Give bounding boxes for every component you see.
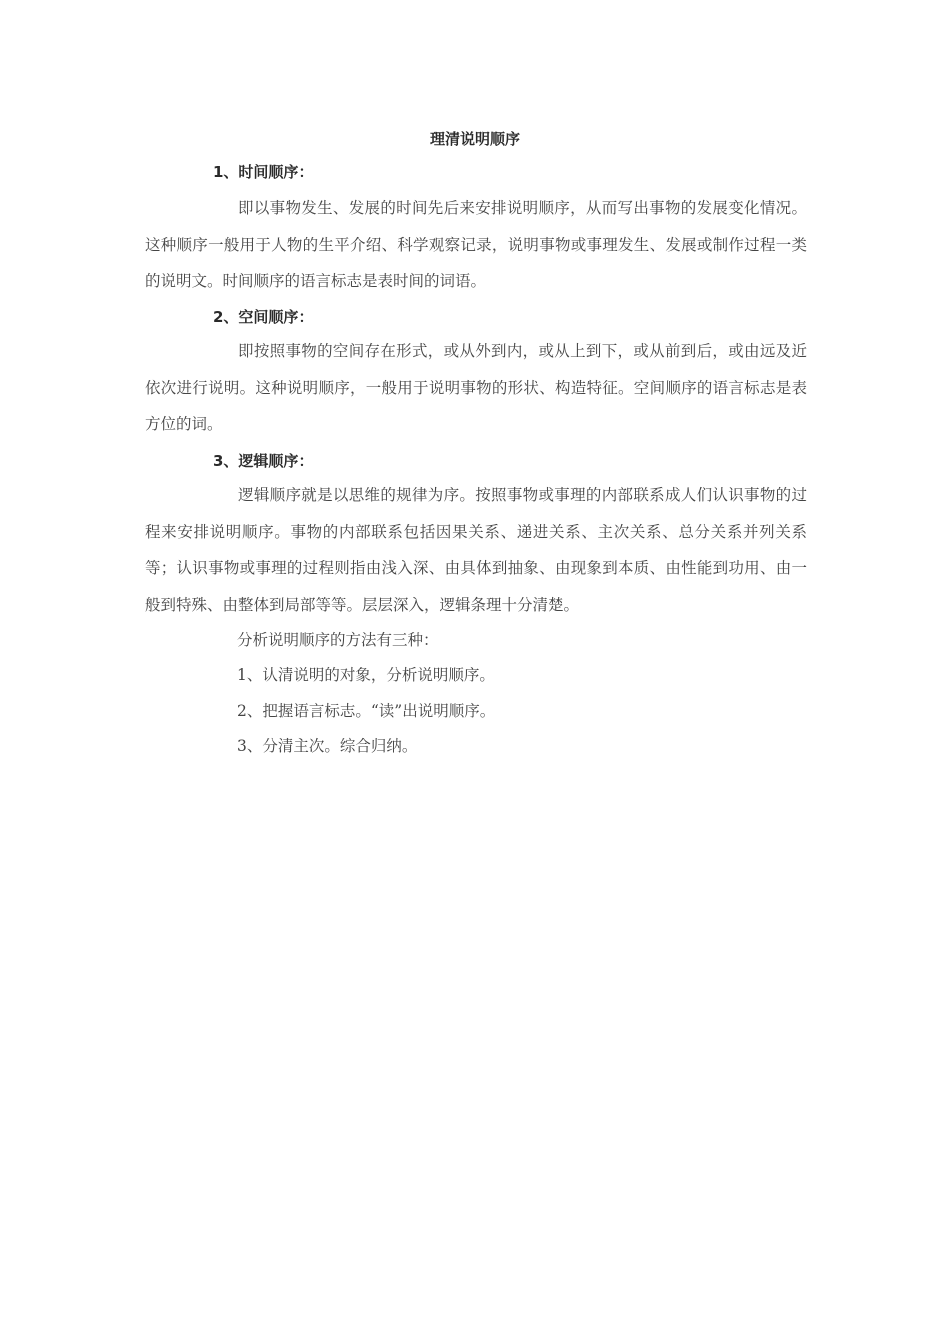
section-body-space-order: 即按照事物的空间存在形式，或从外到内，或从上到下，或从前到后，或由远及近依次进行说明。这种说明顺序，一般用于说明事物的形状、构造特征。空间顺序的语言标志是表方位的词。 xyxy=(145,342,807,433)
method-item-2: 2、把握语言标志。“读”出说明顺序。 xyxy=(237,702,496,720)
methods-intro: 分析说明顺序的方法有三种： xyxy=(237,631,439,649)
section-heading-time-order: 1、时间顺序： xyxy=(213,163,314,181)
section-body-logic-order: 逻辑顺序就是以思维的规律为序。按照事物或事理的内部联系成人们认识事物的过程来安排说明顺序。事物的内部联系包括因果关系、递进关系、主次关系、总分关系并列关系等；认识事物或事理的过程则指由浅入深、由具体到抽象、由现象到本质、由性能到功用、由一般到特殊、由整体到局部等等。层层深入，逻辑条理十分清楚。 xyxy=(145,486,807,614)
method-item-1: 1、认清说明的对象，分析说明顺序。 xyxy=(237,666,495,684)
section-heading-space-order: 2、空间顺序： xyxy=(213,308,314,326)
section-heading-logic-order: 3、逻辑顺序： xyxy=(213,452,314,470)
method-item-3: 3、分清主次。综合归纳。 xyxy=(237,737,418,755)
section-body-time-order: 即以事物发生、发展的时间先后来安排说明顺序，从而写出事物的发展变化情况。这种顺序一般用于人物的生平介绍、科学观察记录，说明事物或事理发生、发展或制作过程一类的说明文。时间顺序的语言标志是表时间的词语。 xyxy=(145,199,807,290)
page-title: 理清说明顺序 xyxy=(429,130,520,148)
